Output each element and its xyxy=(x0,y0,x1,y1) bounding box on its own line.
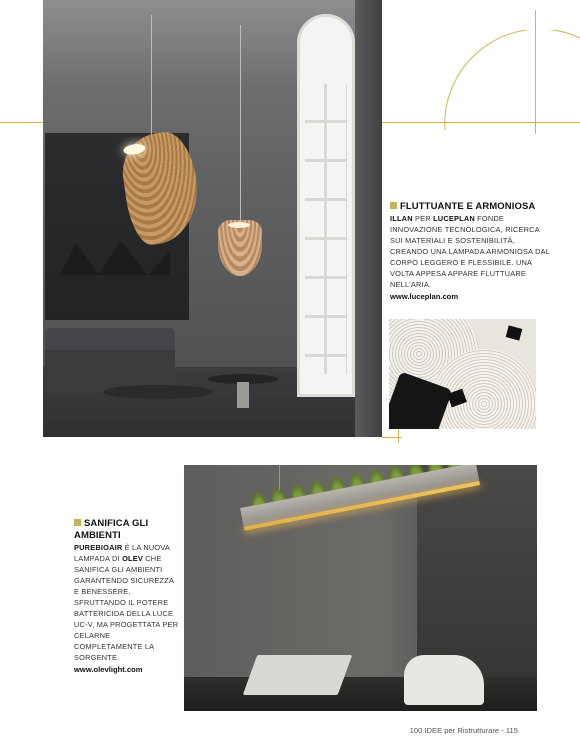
deco-arc xyxy=(440,30,580,140)
office-lamp-photo xyxy=(184,465,537,711)
article-headline: FLUTTUANTE E ARMONIOSA xyxy=(390,201,550,213)
living-room-photo xyxy=(43,0,382,437)
deco-line-left xyxy=(0,122,43,123)
article-luceplan xyxy=(390,201,550,302)
article-body: PUREBIOAIR È LA NUOVA LAMPADA DI OLEV CHE SANIFICA GLI AMBIENTI GARANTENDO SICUREZZA E BENESSERE, SFRUTTANDO IL POTERE BATTERICIDA DELLA LUCE UC-V, MA PROGETTATA PER CELARNE COMPLETAMENTE LA SORGENTE. xyxy=(74,543,179,662)
luceplan-link[interactable]: www.luceplan.com xyxy=(390,292,459,301)
article-body: ILLAN PER LUCEPLAN FONDE INNOVAZIONE TECNOLOGICA, RICERCA SUI MATERIALI E SOSTENIBILITÀ, CREANDO UNA LAMPADA ARMONIOSA DAL CORPO LEGGERO E FLESSIBILE. UNA VOLTA APPESA APPARE FLUTTUARE NELL'ARIA. xyxy=(390,214,550,289)
deco-line-mid xyxy=(382,437,402,438)
article-headline: SANIFICA GLI AMBIENTI xyxy=(74,518,149,541)
square-bullet-icon xyxy=(390,202,397,209)
olev-link[interactable]: www.olevlight.com xyxy=(74,665,143,674)
square-bullet-icon xyxy=(74,519,81,526)
lamp-detail-photo xyxy=(389,319,536,429)
article-olev xyxy=(74,518,179,675)
page-footer: 100 IDEE per Ristrutturare - 115 xyxy=(409,726,518,735)
illan-lamp-small xyxy=(218,220,262,276)
